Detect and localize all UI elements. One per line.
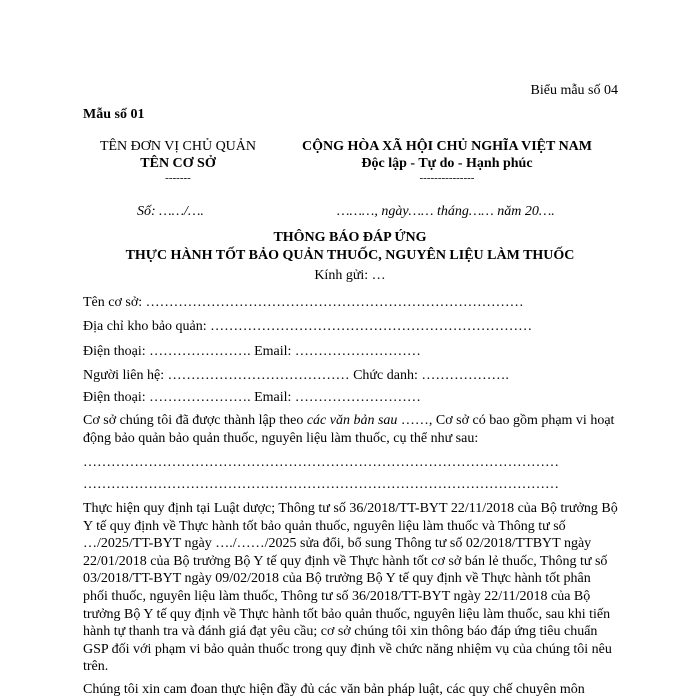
intro-paragraph	[83, 412, 618, 447]
document-date: ………, ngày…… tháng…… năm 20….	[337, 204, 555, 219]
field-facility-name: Tên cơ sở: ………………………………………………………………………	[83, 295, 524, 310]
country-name: CỘNG HÒA XÃ HỘI CHỦ NGHĨA VIỆT NAM	[301, 139, 592, 154]
motto: Độc lập - Tự do - Hạnh phúc	[361, 156, 533, 171]
salutation: Kính gửi: …	[314, 268, 386, 283]
dotted-line-2: …………………………………………………………………………………………	[83, 477, 559, 492]
document-title	[0, 229, 700, 265]
parent-unit-name: TÊN ĐƠN VỊ CHỦ QUẢN	[99, 139, 257, 154]
title-line-1: THÔNG BÁO ĐÁP ỨNG	[273, 230, 427, 245]
field-contact-person: Người liên hệ: ………………………………… Chức danh: ……………….	[83, 368, 509, 383]
organization-block	[83, 138, 273, 184]
form-number: Biểu mẫu số 04	[530, 83, 618, 98]
facility-name-heading: TÊN CƠ SỞ	[140, 156, 216, 171]
field-phone-email-1: Điện thoại: …………………. Email: ………………………	[83, 344, 421, 359]
title-line-2: THỰC HÀNH TỐT BẢO QUẢN THUỐC, NGUYÊN LIỆU LÀM THUỐC	[125, 248, 575, 263]
field-warehouse-address: Địa chỉ kho bảo quản: ……………………………………………………………	[83, 319, 533, 334]
body-paragraph: Thực hiện quy định tại Luật dược; Thông tư số 36/2018/TT-BYT 22/11/2018 của Bộ trưởng Bộ Y tế quy định về Thực hành tốt bảo quản thuốc, nguyên liệu làm thuốc và Thông tư số …/2025/TT-BYT ngày …./……/2025 sửa đổi, bổ sung Thông tư số 02/2018/TTBYT ngày 22/01/2018 của Bộ trưởng Bộ Y tế quy định về Thực hành tốt cơ sở bán lẻ thuốc, Thông tư số 03/2018/TT-BYT ngày 09/02/2018 của Bộ trưởng Bộ Y tế quy định về Thực hành tốt phân phối thuốc, nguyên liệu làm thuốc, Thông tư số 36/2018/TT-BYT ngày 22/11/2018 của Bộ trưởng Bộ Y tế quy định về Thực hành tốt bảo quản thuốc, nguyên liệu làm thuốc, sau khi tiến hành tự thanh tra và đánh giá đạt yêu cầu; cơ sở chúng tôi xin thông báo đáp ứng tiêu chuẩn GSP đối với phạm vi bảo quản thuốc trong quy định về chức năng nhiệm vụ của chúng tôi nêu trên.	[83, 501, 618, 675]
right-rule: ---------------	[419, 172, 475, 184]
left-rule: -------	[165, 172, 191, 184]
intro-text-1: Cơ sở chúng tôi đã được thành lập theo	[83, 413, 307, 428]
intro-italic: các văn bản sau	[306, 413, 398, 428]
field-phone-email-2: Điện thoại: …………………. Email: ………………………	[83, 390, 421, 405]
intro-text-2: ……, Cơ sở có bao gồm phạm vi hoạt động bảo quản bảo quản thuốc, nguyên liệu làm thuốc, cụ thể như sau:	[83, 413, 615, 446]
national-motto-block	[282, 138, 612, 184]
document-number: Số: ……/….	[137, 204, 204, 219]
final-paragraph: Chúng tôi xin cam đoan thực hiện đầy đủ các văn bản pháp luật, các quy chế chuyên môn	[83, 682, 585, 697]
dotted-line-1: …………………………………………………………………………………………	[83, 455, 559, 470]
template-number: Mẫu số 01	[83, 107, 145, 122]
